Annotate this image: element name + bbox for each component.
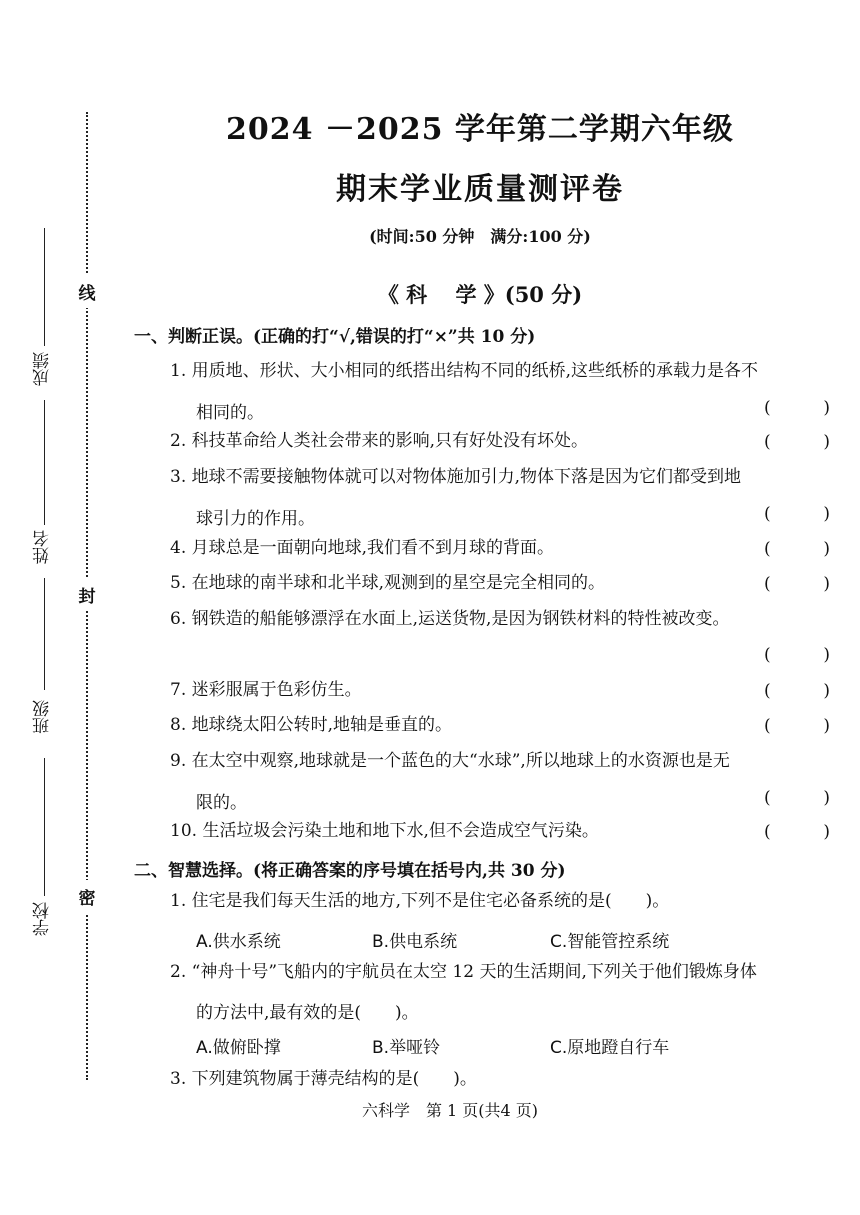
tf-question-9: 9. 在太空中观察,地球就是一个蓝色的大“水球”,所以地球上的水资源也是无 [170,751,730,771]
mc1-option-c[interactable]: C.智能管控系统 [550,932,670,952]
mc-question-2: 2. “神舟十号”飞船内的宇航员在太空 12 天的生活期间,下列关于他们锻炼身体 [170,962,757,982]
tf-question-10: 10. 生活垃圾会污染土地和地下水,但不会造成空气污染。 [170,821,599,841]
score-field-label: 成绩 [33,352,53,386]
class-field-label: 班级 [33,700,53,734]
name-field-label: 姓名 [33,530,53,564]
mc-question-3: 3. 下列建筑物属于薄壳结构的是( )。 [170,1069,477,1089]
section-1-heading: 一、判断正误。(正确的打“√,错误的打“×”共 10 分) [134,327,536,347]
answer-blank-10[interactable]: ( ) [764,822,830,842]
tf-question-9-cont: 限的。 [196,793,247,813]
tf-question-5: 5. 在地球的南半球和北半球,观测到的星空是完全相同的。 [170,573,606,593]
name-field-line[interactable] [44,400,45,525]
tf-question-8: 8. 地球绕太阳公转时,地轴是垂直的。 [170,715,453,735]
page-footer: 六科学 第 1 页(共4 页) [361,1101,539,1120]
mc2-option-c[interactable]: C.原地蹬自行车 [550,1038,670,1058]
binding-char-line: 线 [76,275,98,308]
tf-question-2: 2. 科技革命给人类社会带来的影响,只有好处没有坏处。 [170,431,589,451]
school-field-label: 学校 [33,902,53,936]
tf-question-1 [170,354,830,388]
mc2-option-b[interactable]: B.举哑铃 [372,1038,441,1058]
exam-meta: (时间:50 分钟 满分:100 分) [369,227,591,246]
mc-question-2-cont: 的方法中,最有效的是( )。 [196,1003,419,1023]
school-field-line[interactable] [44,758,45,896]
answer-blank-8[interactable]: ( ) [764,716,830,736]
subject-heading: 《 科 学 》(50 分) [377,282,583,307]
mc2-option-a[interactable]: A.做俯卧撑 [196,1038,281,1058]
tf-question-3-cont: 球引力的作用。 [196,509,315,529]
tf-question-3: 3. 地球不需要接触物体就可以对物体施加引力,物体下落是因为它们都受到地 [170,467,742,487]
binding-char-secret: 密 [76,880,98,913]
answer-blank-7[interactable]: ( ) [764,681,830,701]
class-field-line[interactable] [44,578,45,690]
mc1-option-b[interactable]: B.供电系统 [372,932,458,952]
question-text: 用质地、形状、大小相同的纸搭出结构不同的纸桥,这些纸桥的承载力是各不 [191,361,759,381]
answer-blank-5[interactable]: ( ) [764,574,830,594]
binding-char-seal: 封 [76,578,98,611]
answer-blank-2[interactable]: ( ) [764,432,830,452]
answer-blank-6[interactable]: ( ) [764,645,830,665]
answer-blank-1[interactable]: ( ) [764,398,830,418]
answer-blank-4[interactable]: ( ) [764,539,830,559]
section-2-heading: 二、智慧选择。(将正确答案的序号填在括号内,共 30 分) [134,861,566,881]
exam-subtitle: 期末学业质量测评卷 [336,172,624,207]
tf-question-1-cont: 相同的。 [196,403,264,423]
question-number: 1. [170,361,187,381]
answer-blank-9[interactable]: ( ) [764,788,830,808]
tf-question-6: 6. 钢铁造的船能够漂浮在水面上,运送货物,是因为钢铁材料的特性被改变。 [170,609,730,629]
tf-question-7: 7. 迷彩服属于色彩仿生。 [170,680,362,700]
tf-question-4: 4. 月球总是一面朝向地球,我们看不到月球的背面。 [170,538,555,558]
exam-title: 2024 －2025 学年第二学期六年级 [226,112,734,147]
mc1-option-a[interactable]: A.供水系统 [196,932,281,952]
mc-question-1: 1. 住宅是我们每天生活的地方,下列不是住宅必备系统的是( )。 [170,891,670,911]
answer-blank-3[interactable]: ( ) [764,504,830,524]
